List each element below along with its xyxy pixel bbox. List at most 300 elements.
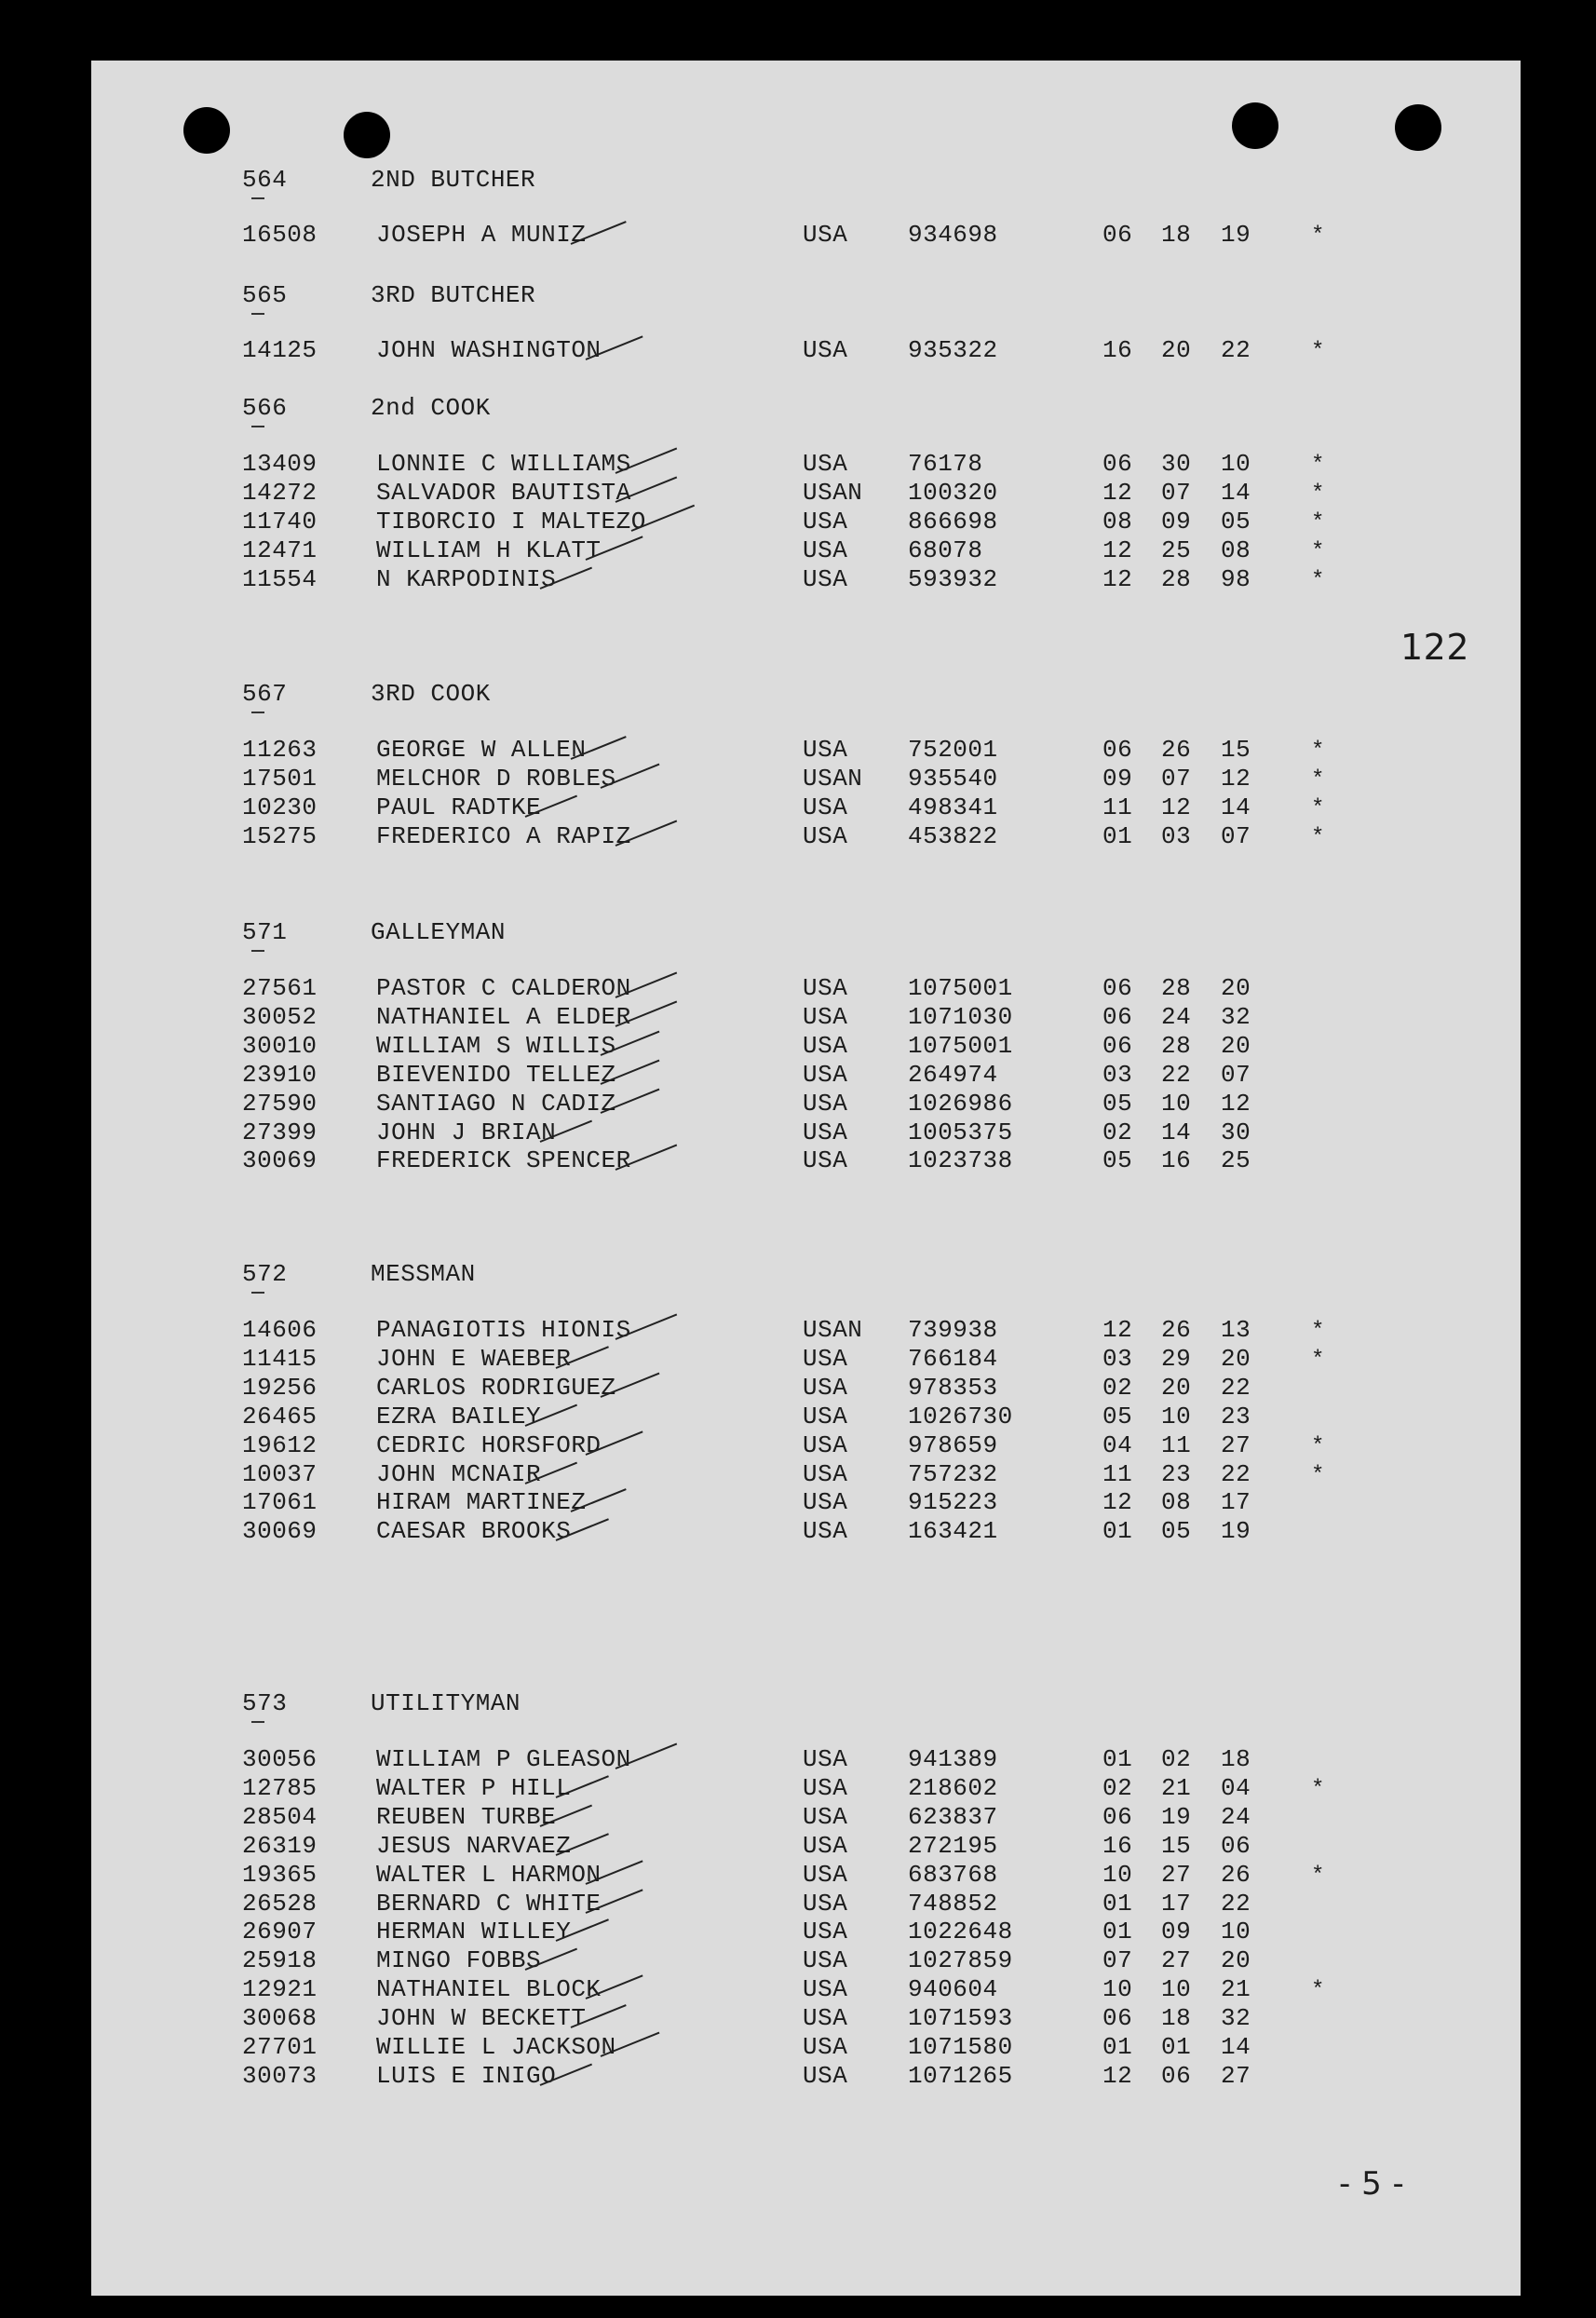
birth-month: 04	[1102, 1431, 1133, 1459]
birth-day: 10	[1161, 1090, 1192, 1118]
asterisk-mark: *	[1311, 1348, 1325, 1373]
crew-name: WALTER L HARMON	[376, 1861, 602, 1889]
birth-day: 09	[1161, 508, 1192, 535]
asterisk-mark: *	[1311, 1434, 1325, 1459]
certificate-number: 100320	[908, 479, 998, 507]
nationality: USA	[803, 793, 848, 821]
crew-name: WILLIAM H KLATT	[376, 536, 602, 564]
asterisk-mark: *	[1311, 739, 1325, 764]
crew-name: LUIS E INIGO	[376, 2062, 557, 2090]
crew-name: PAUL RADTKE	[376, 793, 542, 821]
asterisk-mark: *	[1311, 481, 1325, 507]
crew-name: BERNARD C WHITE	[376, 1890, 602, 1918]
birth-day: 09	[1161, 1918, 1192, 1945]
nationality: USA	[803, 1090, 848, 1118]
certificate-number: 1022648	[908, 1918, 1013, 1945]
book-number: 12921	[242, 1975, 318, 2003]
birth-year: 10	[1221, 450, 1251, 478]
asterisk-mark: *	[1311, 1864, 1325, 1889]
crew-name: EZRA BAILEY	[376, 1403, 542, 1430]
crew-name: JOHN E WAEBER	[376, 1345, 572, 1373]
nationality: USA	[803, 1374, 848, 1402]
asterisk-mark: *	[1311, 825, 1325, 850]
crew-name: SANTIAGO N CADIZ	[376, 1090, 616, 1118]
book-number: 27701	[242, 2033, 318, 2061]
crew-name: PASTOR C CALDERON	[376, 974, 631, 1002]
birth-year: 13	[1221, 1316, 1251, 1344]
certificate-number: 1075001	[908, 974, 1013, 1002]
book-number: 14606	[242, 1316, 318, 1344]
birth-year: 22	[1221, 1374, 1251, 1402]
section-underline	[251, 950, 264, 952]
certificate-number: 272195	[908, 1832, 998, 1860]
birth-year: 20	[1221, 1032, 1251, 1060]
section-underline	[251, 313, 264, 315]
crew-name: MINGO FOBBS	[376, 1946, 542, 1974]
certificate-number: 748852	[908, 1890, 998, 1918]
birth-day: 25	[1161, 536, 1192, 564]
birth-year: 27	[1221, 2062, 1251, 2090]
nationality: USA	[803, 450, 848, 478]
birth-day: 15	[1161, 1832, 1192, 1860]
crew-name: NATHANIEL A ELDER	[376, 1003, 631, 1031]
book-number: 25918	[242, 1946, 318, 1974]
certificate-number: 1026986	[908, 1090, 1013, 1118]
birth-day: 27	[1161, 1946, 1192, 1974]
birth-month: 08	[1102, 508, 1133, 535]
birth-month: 12	[1102, 1488, 1133, 1516]
nationality: USA	[803, 1431, 848, 1459]
birth-year: 20	[1221, 974, 1251, 1002]
birth-year: 14	[1221, 2033, 1251, 2061]
certificate-number: 264974	[908, 1061, 998, 1089]
birth-day: 21	[1161, 1774, 1192, 1802]
birth-month: 12	[1102, 1316, 1133, 1344]
nationality: USA	[803, 1774, 848, 1802]
section-title: 2nd COOK	[371, 394, 491, 422]
birth-month: 01	[1102, 2033, 1133, 2061]
section-underline	[251, 426, 264, 427]
certificate-number: 935540	[908, 765, 998, 793]
birth-day: 26	[1161, 736, 1192, 764]
crew-name: FREDERICK SPENCER	[376, 1146, 631, 1174]
birth-day: 30	[1161, 450, 1192, 478]
birth-day: 08	[1161, 1488, 1192, 1516]
birth-month: 05	[1102, 1403, 1133, 1430]
certificate-number: 739938	[908, 1316, 998, 1344]
birth-day: 17	[1161, 1890, 1192, 1918]
crew-name: HERMAN WILLEY	[376, 1918, 572, 1945]
document-page	[91, 61, 1521, 2296]
birth-month: 06	[1102, 1003, 1133, 1031]
certificate-number: 915223	[908, 1488, 998, 1516]
birth-day: 02	[1161, 1745, 1192, 1773]
birth-month: 05	[1102, 1146, 1133, 1174]
birth-year: 25	[1221, 1146, 1251, 1174]
certificate-number: 935322	[908, 336, 998, 364]
section-number: 571	[242, 918, 288, 946]
asterisk-mark: *	[1311, 510, 1325, 535]
birth-day: 28	[1161, 974, 1192, 1002]
page-number: 122	[1400, 627, 1470, 668]
book-number: 19612	[242, 1431, 318, 1459]
nationality: USA	[803, 2004, 848, 2032]
birth-year: 20	[1221, 1345, 1251, 1373]
certificate-number: 1071030	[908, 1003, 1013, 1031]
crew-name: WILLIE L JACKSON	[376, 2033, 616, 2061]
birth-day: 07	[1161, 765, 1192, 793]
birth-year: 22	[1221, 1460, 1251, 1488]
birth-month: 06	[1102, 2004, 1133, 2032]
book-number: 13409	[242, 450, 318, 478]
crew-name: WILLIAM P GLEASON	[376, 1745, 631, 1773]
birth-day: 20	[1161, 1374, 1192, 1402]
certificate-number: 757232	[908, 1460, 998, 1488]
birth-day: 05	[1161, 1517, 1192, 1545]
crew-name: CARLOS RODRIGUEZ	[376, 1374, 616, 1402]
book-number: 26907	[242, 1918, 318, 1945]
crew-name: JOHN WASHINGTON	[376, 336, 602, 364]
crew-name: HIRAM MARTINEZ	[376, 1488, 587, 1516]
birth-month: 12	[1102, 565, 1133, 593]
book-number: 27561	[242, 974, 318, 1002]
nationality: USA	[803, 1803, 848, 1831]
certificate-number: 1027859	[908, 1946, 1013, 1974]
book-number: 19365	[242, 1861, 318, 1889]
birth-day: 26	[1161, 1316, 1192, 1344]
birth-year: 22	[1221, 1890, 1251, 1918]
book-number: 14272	[242, 479, 318, 507]
nationality: USA	[803, 1345, 848, 1373]
asterisk-mark: *	[1311, 339, 1325, 364]
birth-month: 06	[1102, 1032, 1133, 1060]
section-title: MESSMAN	[371, 1260, 476, 1288]
nationality: USA	[803, 565, 848, 593]
section-title: 3RD COOK	[371, 680, 491, 708]
nationality: USA	[803, 1517, 848, 1545]
birth-year: 24	[1221, 1803, 1251, 1831]
section-number: 566	[242, 394, 288, 422]
book-number: 12785	[242, 1774, 318, 1802]
book-number: 10230	[242, 793, 318, 821]
birth-year: 21	[1221, 1975, 1251, 2003]
birth-year: 98	[1221, 565, 1251, 593]
birth-month: 07	[1102, 1946, 1133, 1974]
section-underline	[251, 712, 264, 713]
book-number: 11554	[242, 565, 318, 593]
birth-year: 10	[1221, 1918, 1251, 1945]
birth-month: 03	[1102, 1061, 1133, 1089]
certificate-number: 1026730	[908, 1403, 1013, 1430]
section-underline	[251, 197, 264, 199]
birth-day: 11	[1161, 1431, 1192, 1459]
book-number: 11415	[242, 1345, 318, 1373]
crew-name: SALVADOR BAUTISTA	[376, 479, 631, 507]
certificate-number: 1071265	[908, 2062, 1013, 2090]
birth-year: 05	[1221, 508, 1251, 535]
certificate-number: 1005375	[908, 1118, 1013, 1146]
book-number: 12471	[242, 536, 318, 564]
birth-year: 19	[1221, 221, 1251, 249]
certificate-number: 978353	[908, 1374, 998, 1402]
birth-day: 06	[1161, 2062, 1192, 2090]
birth-month: 10	[1102, 1975, 1133, 2003]
birth-month: 01	[1102, 822, 1133, 850]
book-number: 16508	[242, 221, 318, 249]
certificate-number: 1071580	[908, 2033, 1013, 2061]
certificate-number: 978659	[908, 1431, 998, 1459]
birth-month: 06	[1102, 1803, 1133, 1831]
nationality: USA	[803, 2062, 848, 2090]
birth-month: 11	[1102, 793, 1133, 821]
birth-year: 07	[1221, 822, 1251, 850]
crew-name: REUBEN TURBE	[376, 1803, 557, 1831]
asterisk-mark: *	[1311, 224, 1325, 249]
page-footer: - 5 -	[1339, 2165, 1405, 2203]
birth-month: 06	[1102, 221, 1133, 249]
certificate-number: 498341	[908, 793, 998, 821]
birth-day: 03	[1161, 822, 1192, 850]
nationality: USA	[803, 1975, 848, 2003]
birth-year: 22	[1221, 336, 1251, 364]
nationality: USA	[803, 1460, 848, 1488]
nationality: USAN	[803, 479, 863, 507]
certificate-number: 934698	[908, 221, 998, 249]
birth-month: 01	[1102, 1745, 1133, 1773]
birth-month: 01	[1102, 1918, 1133, 1945]
crew-name: CEDRIC HORSFORD	[376, 1431, 602, 1459]
crew-name: MELCHOR D ROBLES	[376, 765, 616, 793]
nationality: USA	[803, 1890, 848, 1918]
certificate-number: 623837	[908, 1803, 998, 1831]
book-number: 30010	[242, 1032, 318, 1060]
book-number: 26528	[242, 1890, 318, 1918]
nationality: USA	[803, 1403, 848, 1430]
crew-name: JESUS NARVAEZ	[376, 1832, 572, 1860]
nationality: USA	[803, 508, 848, 535]
nationality: USA	[803, 1918, 848, 1945]
birth-day: 19	[1161, 1803, 1192, 1831]
birth-day: 10	[1161, 1403, 1192, 1430]
nationality: USA	[803, 974, 848, 1002]
section-number: 564	[242, 166, 288, 194]
birth-year: 30	[1221, 1118, 1251, 1146]
book-number: 14125	[242, 336, 318, 364]
book-number: 15275	[242, 822, 318, 850]
certificate-number: 453822	[908, 822, 998, 850]
birth-year: 12	[1221, 765, 1251, 793]
nationality: USA	[803, 2033, 848, 2061]
book-number: 30073	[242, 2062, 318, 2090]
crew-name: PANAGIOTIS HIONIS	[376, 1316, 631, 1344]
nationality: USAN	[803, 1316, 863, 1344]
book-number: 28504	[242, 1803, 318, 1831]
birth-year: 32	[1221, 2004, 1251, 2032]
book-number: 30068	[242, 2004, 318, 2032]
book-number: 19256	[242, 1374, 318, 1402]
nationality: USA	[803, 1003, 848, 1031]
certificate-number: 683768	[908, 1861, 998, 1889]
nationality: USA	[803, 1146, 848, 1174]
birth-month: 16	[1102, 336, 1133, 364]
asterisk-mark: *	[1311, 767, 1325, 793]
asterisk-mark: *	[1311, 1777, 1325, 1802]
crew-name: WALTER P HILL	[376, 1774, 572, 1802]
section-number: 565	[242, 281, 288, 309]
birth-day: 20	[1161, 336, 1192, 364]
certificate-number: 940604	[908, 1975, 998, 2003]
section-underline	[251, 1292, 264, 1294]
punch-hole	[344, 112, 390, 158]
nationality: USA	[803, 1861, 848, 1889]
birth-day: 28	[1161, 1032, 1192, 1060]
nationality: USA	[803, 336, 848, 364]
section-number: 572	[242, 1260, 288, 1288]
birth-day: 10	[1161, 1975, 1192, 2003]
birth-month: 06	[1102, 450, 1133, 478]
certificate-number: 752001	[908, 736, 998, 764]
nationality: USA	[803, 1946, 848, 1974]
certificate-number: 866698	[908, 508, 998, 535]
punch-hole	[1395, 104, 1441, 151]
birth-month: 06	[1102, 736, 1133, 764]
birth-day: 12	[1161, 793, 1192, 821]
birth-year: 15	[1221, 736, 1251, 764]
asterisk-mark: *	[1311, 539, 1325, 564]
section-title: 2ND BUTCHER	[371, 166, 536, 194]
birth-day: 16	[1161, 1146, 1192, 1174]
book-number: 26319	[242, 1832, 318, 1860]
punch-hole	[183, 107, 230, 154]
nationality: USA	[803, 822, 848, 850]
nationality: USA	[803, 1832, 848, 1860]
crew-name: JOHN MCNAIR	[376, 1460, 542, 1488]
asterisk-mark: *	[1311, 453, 1325, 478]
birth-day: 22	[1161, 1061, 1192, 1089]
certificate-number: 766184	[908, 1345, 998, 1373]
book-number: 30069	[242, 1146, 318, 1174]
crew-name: FREDERICO A RAPIZ	[376, 822, 631, 850]
book-number: 30069	[242, 1517, 318, 1545]
birth-year: 26	[1221, 1861, 1251, 1889]
nationality: USA	[803, 1032, 848, 1060]
crew-name: JOHN W BECKETT	[376, 2004, 587, 2032]
birth-day: 18	[1161, 221, 1192, 249]
birth-month: 03	[1102, 1345, 1133, 1373]
asterisk-mark: *	[1311, 796, 1325, 821]
birth-year: 04	[1221, 1774, 1251, 1802]
birth-day: 27	[1161, 1861, 1192, 1889]
book-number: 27590	[242, 1090, 318, 1118]
birth-year: 27	[1221, 1431, 1251, 1459]
section-number: 573	[242, 1689, 288, 1717]
certificate-number: 218602	[908, 1774, 998, 1802]
book-number: 10037	[242, 1460, 318, 1488]
birth-month: 09	[1102, 765, 1133, 793]
section-title: UTILITYMAN	[371, 1689, 521, 1717]
birth-day: 23	[1161, 1460, 1192, 1488]
crew-name: JOHN J BRIAN	[376, 1118, 557, 1146]
birth-month: 12	[1102, 536, 1133, 564]
certificate-number: 1075001	[908, 1032, 1013, 1060]
crew-name: TIBORCIO I MALTEZO	[376, 508, 646, 535]
nationality: USAN	[803, 765, 863, 793]
book-number: 11740	[242, 508, 318, 535]
certificate-number: 941389	[908, 1745, 998, 1773]
section-title: GALLEYMAN	[371, 918, 506, 946]
crew-name: BIEVENIDO TELLEZ	[376, 1061, 616, 1089]
birth-month: 01	[1102, 1890, 1133, 1918]
birth-day: 28	[1161, 565, 1192, 593]
certificate-number: 1071593	[908, 2004, 1013, 2032]
birth-month: 02	[1102, 1774, 1133, 1802]
birth-month: 02	[1102, 1374, 1133, 1402]
birth-month: 12	[1102, 479, 1133, 507]
birth-month: 01	[1102, 1517, 1133, 1545]
crew-name: LONNIE C WILLIAMS	[376, 450, 631, 478]
birth-month: 12	[1102, 2062, 1133, 2090]
crew-name: N KARPODINIS	[376, 565, 557, 593]
crew-name: WILLIAM S WILLIS	[376, 1032, 616, 1060]
birth-year: 23	[1221, 1403, 1251, 1430]
birth-year: 08	[1221, 536, 1251, 564]
birth-month: 06	[1102, 974, 1133, 1002]
asterisk-mark: *	[1311, 1319, 1325, 1344]
asterisk-mark: *	[1311, 1978, 1325, 2003]
nationality: USA	[803, 1118, 848, 1146]
book-number: 23910	[242, 1061, 318, 1089]
birth-year: 19	[1221, 1517, 1251, 1545]
book-number: 11263	[242, 736, 318, 764]
birth-day: 18	[1161, 2004, 1192, 2032]
nationality: USA	[803, 1745, 848, 1773]
birth-day: 29	[1161, 1345, 1192, 1373]
birth-year: 12	[1221, 1090, 1251, 1118]
birth-month: 11	[1102, 1460, 1133, 1488]
asterisk-mark: *	[1311, 568, 1325, 593]
book-number: 26465	[242, 1403, 318, 1430]
nationality: USA	[803, 1488, 848, 1516]
birth-year: 14	[1221, 793, 1251, 821]
birth-month: 05	[1102, 1090, 1133, 1118]
section-underline	[251, 1721, 264, 1723]
nationality: USA	[803, 536, 848, 564]
certificate-number: 1023738	[908, 1146, 1013, 1174]
birth-month: 02	[1102, 1118, 1133, 1146]
birth-day: 01	[1161, 2033, 1192, 2061]
book-number: 27399	[242, 1118, 318, 1146]
nationality: USA	[803, 221, 848, 249]
birth-year: 18	[1221, 1745, 1251, 1773]
crew-name: NATHANIEL BLOCK	[376, 1975, 602, 2003]
asterisk-mark: *	[1311, 1463, 1325, 1488]
birth-month: 10	[1102, 1861, 1133, 1889]
crew-name: JOSEPH A MUNIZ	[376, 221, 587, 249]
birth-month: 16	[1102, 1832, 1133, 1860]
book-number: 30056	[242, 1745, 318, 1773]
certificate-number: 68078	[908, 536, 983, 564]
birth-day: 07	[1161, 479, 1192, 507]
birth-day: 24	[1161, 1003, 1192, 1031]
book-number: 17061	[242, 1488, 318, 1516]
book-number: 30052	[242, 1003, 318, 1031]
section-title: 3RD BUTCHER	[371, 281, 536, 309]
punch-hole	[1232, 102, 1278, 149]
birth-year: 07	[1221, 1061, 1251, 1089]
birth-year: 32	[1221, 1003, 1251, 1031]
nationality: USA	[803, 1061, 848, 1089]
birth-day: 14	[1161, 1118, 1192, 1146]
